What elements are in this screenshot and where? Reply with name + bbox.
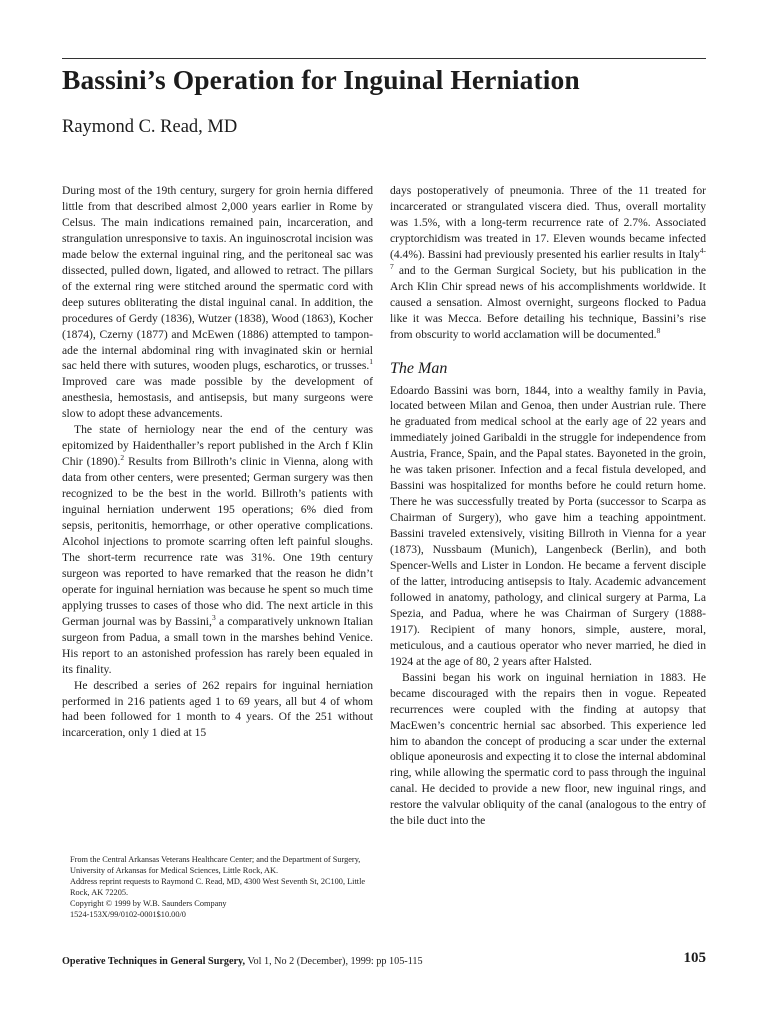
journal-footer (62, 955, 706, 969)
right-column (390, 183, 706, 829)
footnote (62, 854, 380, 920)
paragraph: days postoperatively of pneumonia. Three of the 11 treated for incarcerated or strangulated viscera died. Thus, overall mortality was 1.5%, with a long-term recurrence rate of 2.7%. Associated cryptorchidism was treated in 17. Eleven wounds became infected (4.4%). Bassini had previously presented his earlier results in Italy$^{4-7}$ and to the German Surgical Society, but his publication in the Arch Klin Chir spread news of his accomplishments worldwide. It caused a sensation. Almost overnight, surgeons flocked to Padua like it was Mecca. Before detailing his technique, Bassini’s rise from obscurity to world acclamation will be documented.$^8$ (390, 184, 706, 341)
footnote-address: Address reprint requests to Raymond C. Read, MD, 4300 West Seventh St, 2C100, Little Rock, AK 72205. (70, 877, 366, 897)
article-title: Bassini’s Operation for Inguinal Herniation (62, 64, 580, 95)
top-rule (62, 58, 706, 59)
page-number: 105 (683, 950, 706, 966)
footnote-affiliation: From the Central Arkansas Veterans Healthcare Center; and the Department of Surgery, University of Arkansas for Medical Sciences, Little Rock, AK. (70, 855, 361, 875)
paragraph: Bassini began his work on inguinal herniation in 1883. He became discouraged with the repairs then in vogue. Repeated recurrences were coupled with the finding at autopsy that MacEwen’s concentric hernial sac absorbed. This experience led him to abandon the concept of producing a scar under the external oblique aponeurosis and expecting it to close the internal abdominal ring, while allowing the spermatic cord to pass through the inguinal canal. He decided to provide a new floor, new inguinal rings, and restore the valvular obliquity of the canal (analogous to the entry of the bile duct into the (390, 670, 706, 828)
journal-name: Operative Techniques in General Surgery, (62, 956, 246, 967)
paragraph: He described a series of 262 repairs for inguinal herniation performed in 216 patients aged 1 to 69 years, all but 4 of whom had been followed for 1 month to 4 years. Of the 251 without incarceration, only 1 died at 15 (62, 678, 373, 740)
journal-citation: Vol 1, No 2 (December), 1999: pp 105-115 (245, 956, 423, 967)
left-column (62, 183, 373, 741)
footnote-copyright: Copyright © 1999 by W.B. Saunders Company (70, 899, 227, 908)
paragraph: Edoardo Bassini was born, 1844, into a wealthy family in Pavia, located between Milan and Genoa, then under Austrian rule. There he graduated from medical school at the early age of 22 years and immediately joined Garibaldi in the struggle for independence from Austria, France, Spain, and the Papal states. Bayoneted in the groin, he was taken prisoner. Infection and a fecal fistula developed, and Bassini was hospitalized for months before he could return home. There he was successfully treated by Porta (successor to Scarpa as Chairman of Surgery), who gave him a teaching appointment. Bassini traveled extensively, visiting Billroth in Vienna for a year (1873), Nussbaum (Munich), Langenbeck (Berlin), and both Spencer-Wells and Lister in London. He became a fervent disciple of the latter, introducing antisepsis to Italy. Academic advancement followed in anatomy, pathology, and clinical surgery at Parma, La Spezia, and Padua, where he was Chairman of Surgery (1888-1917). Recipient of many honors, simple, austere, moral, meticulous, and a cautious operator who never married, he died in 1924 at the age of 80, 2 years after Halsted. (390, 383, 706, 668)
article-author: Raymond C. Read, MD (62, 117, 238, 137)
footnote-issn: 1524-153X/99/0102-0001$10.00/0 (70, 910, 186, 919)
paragraph: The state of herniology near the end of the century was epitomized by Haidenthaller’s report published in the Arch f Klin Chir (1890).$^2$ Results from Billroth’s clinic in Vienna, along with data from other centers, were presented; German surgery was then recognized to be the best in the world. Billroth’s patients with inguinal herniation underwent 195 operations; 6% died from sepsis, peritonitis, hemorrhage, or other operative complications. Alcohol injections to promote scarring often left painful sloughs. The short-term recurrence rate was 31%. One 19th century surgeon was reported to have remarked that the reason he didn’t operate for inguinal herniation was because he spent so much time applying trusses to cases of those who did. The next article in this German journal was by Bassini,$^3$ a comparatively unknown Italian surgeon from Padua, a small town in the marshes behind Venice. His report to an astonished profession has rarely been equaled in its finality. (62, 423, 373, 676)
paragraph: During most of the 19th century, surgery for groin hernia differed little from that described almost 2,000 years earlier in Rome by Celsus. The main indications remained pain, incarceration, and strangulation unresponsive to taxis. An inguinoscrotal incision was made below the external inguinal ring, and the peritoneal sac was dissected, pulled down, ligated, and allowed to retract. The pillars of the external ring were stitched around the spermatic cord with deep sutures obliterating the distal inguinal canal. In addition, the procedures of Gerdy (1836), Wutzer (1838), Wood (1863), Kocher (1874), Czerny (1877) and McEwen (1886) attempted to tamponade the internal abdominal ring with invaginated skin or hernial sac held there with sutures, wooden plugs, escharotics, or trusses.$^1$ Improved care was made possible by the development of anesthesia, hemostasis, and antisepsis, but many surgeons were slow to adopt these advancements. (62, 184, 373, 421)
section-heading: The Man (390, 359, 448, 377)
